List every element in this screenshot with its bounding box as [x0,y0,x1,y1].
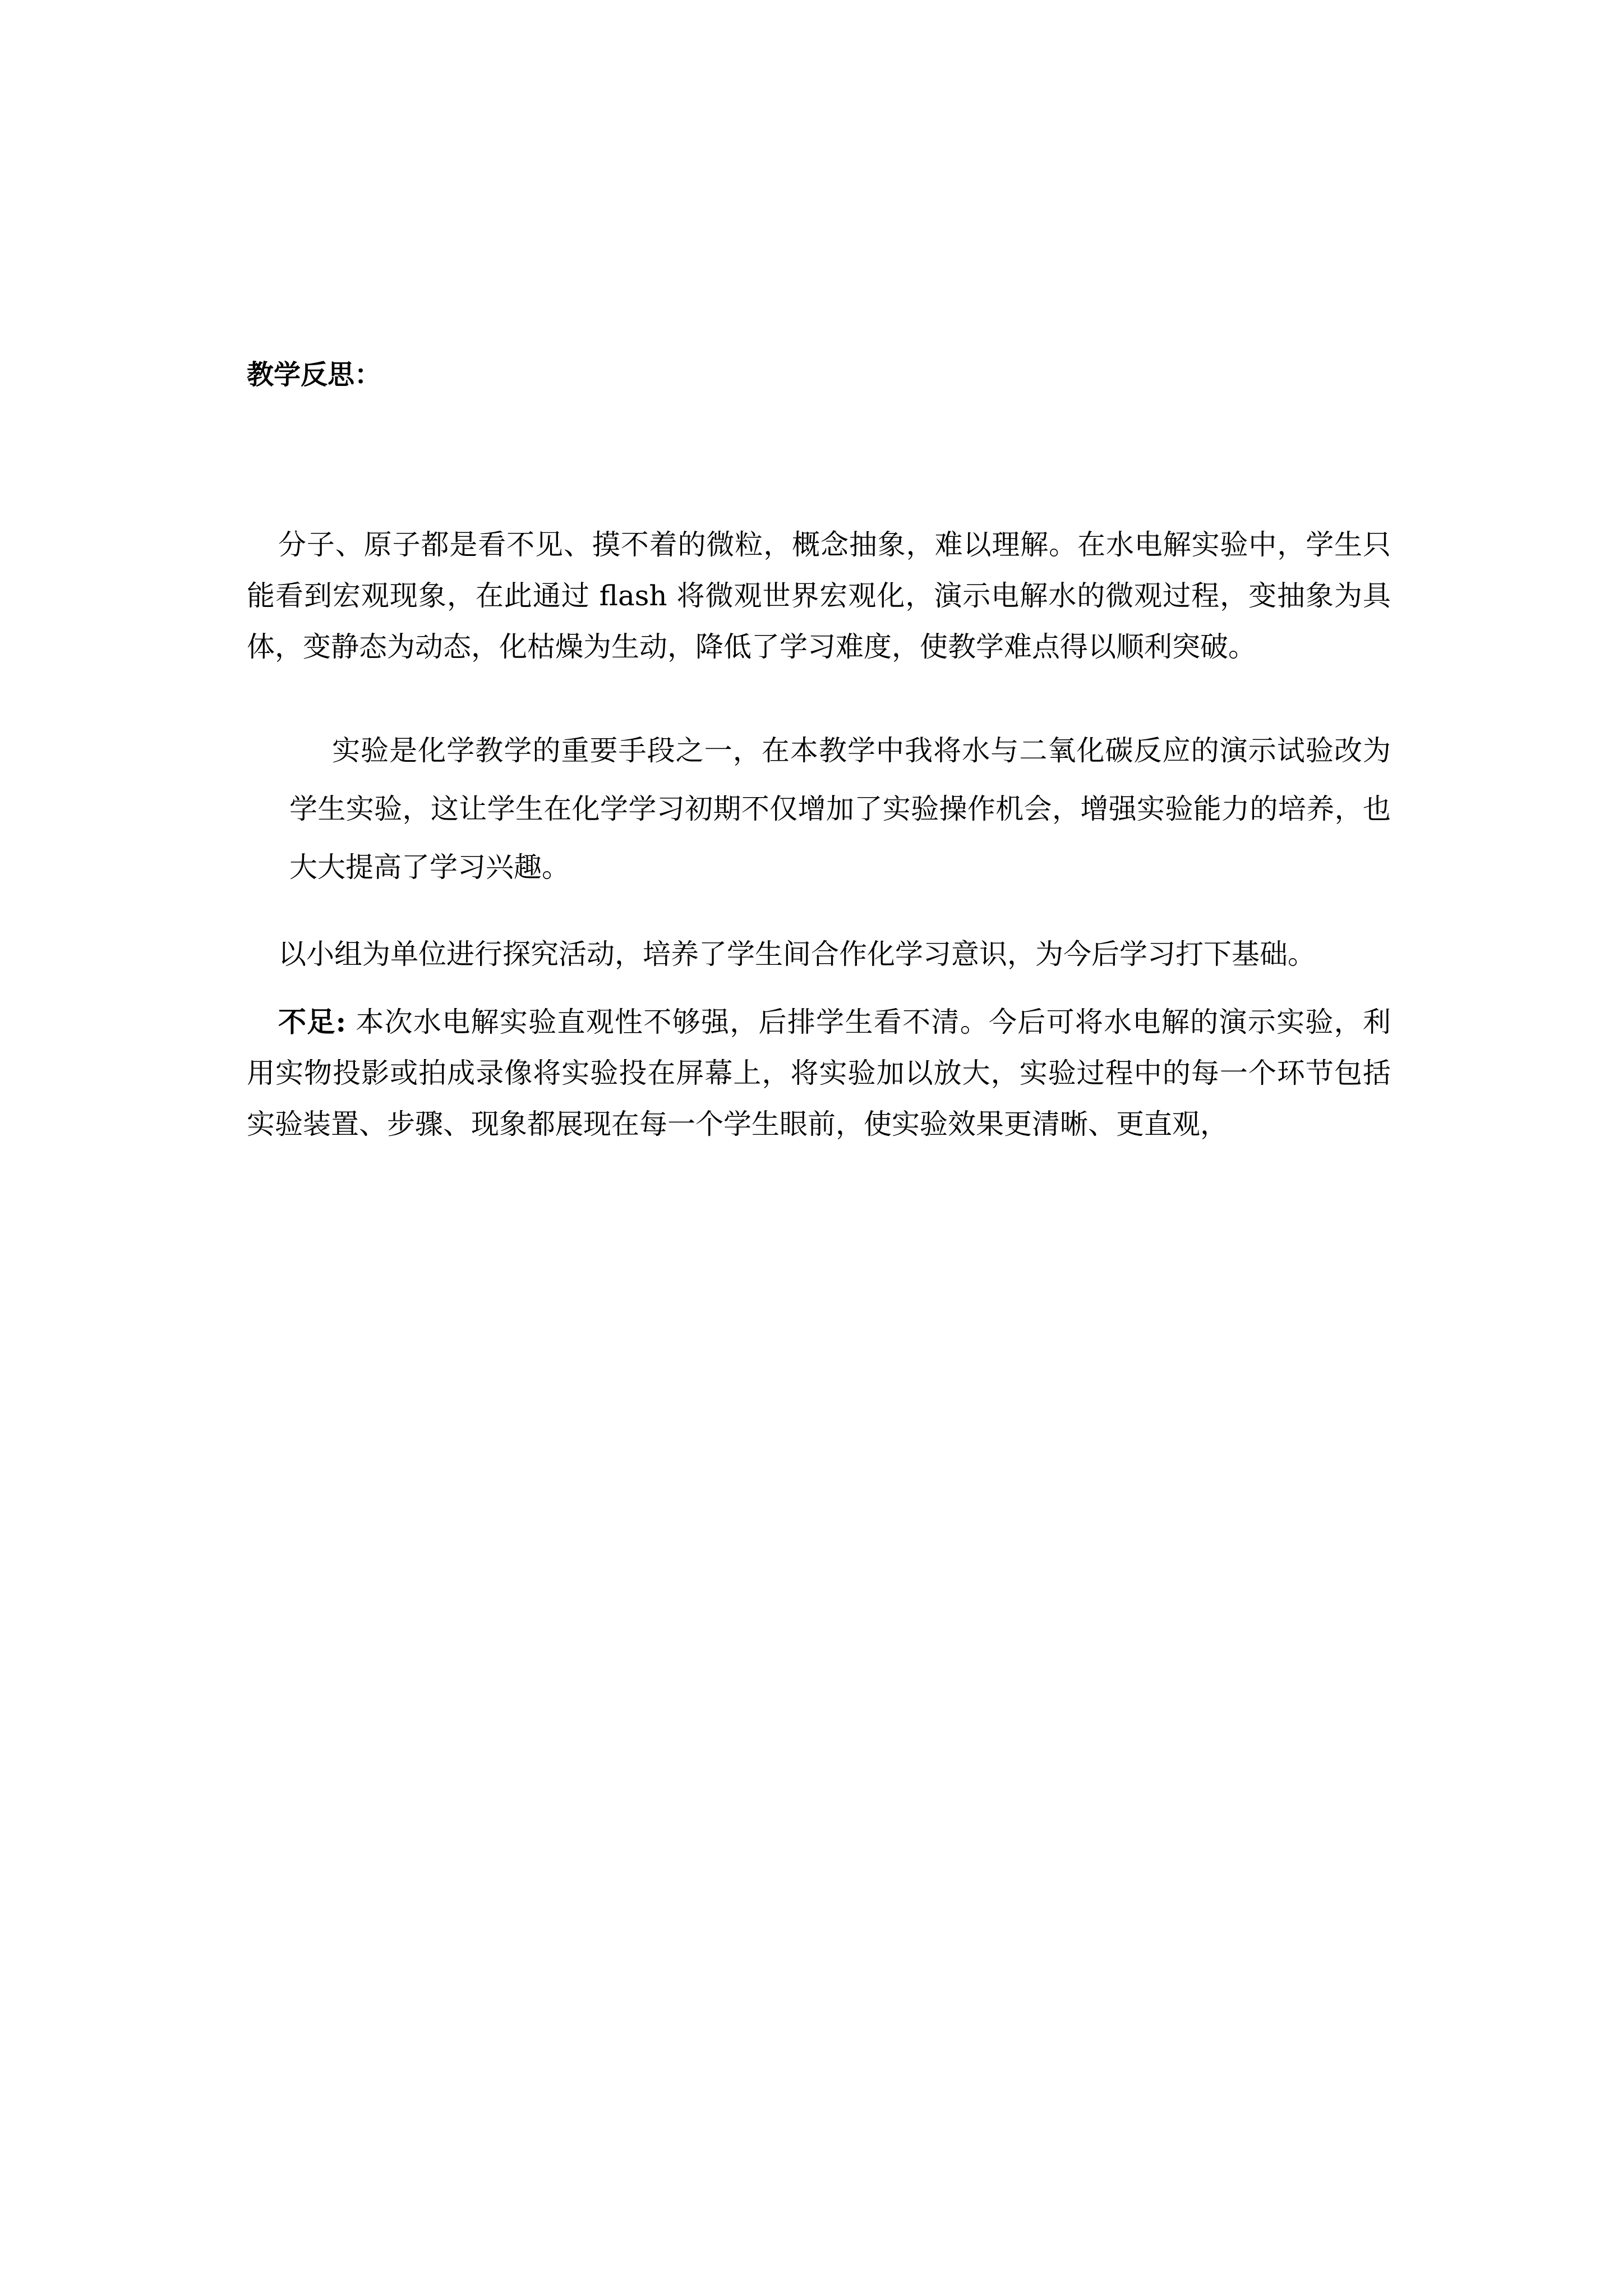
shortcoming-label: 不足: [278,1005,347,1038]
paragraph-3: 以小组为单位进行探究活动，培养了学生间合作化学习意识，为今后学习打下基础。 [278,938,1316,970]
paragraph-shortcoming [247,996,1391,1150]
paragraph-2: 实验是化学教学的重要手段之一，在本教学中我将水与二氧化碳反应的演示试验改为学生实验，这让学生在化学学习初期不仅增加了实验操作机会，增强实验能力的培养，也大大提高了学习兴趣。 [289,734,1391,884]
paragraph-1: 分子、原子都是看不见、摸不着的微粒，概念抽象，难以理解。在水电解实验中，学生只能看到宏观现象，在此通过 flash 将微观世界宏观化，演示电解水的微观过程，变抽象为具体，变静态为动态，化枯燥为生动，降低了学习难度，使教学难点得以顺利突破。 [247,528,1391,663]
section-heading: 教学反思： [247,359,382,390]
shortcoming-text: 本次水电解实验直观性不够强，后排学生看不清。今后可将水电解的演示实验，利用实物投影或拍成录像将实验投在屏幕上，将实验加以放大，实验过程中的每一个环节包括实验装置、步骤、现象都展现在每一个学生眼前，使实验效果更清晰、更直观， [247,1006,1391,1140]
